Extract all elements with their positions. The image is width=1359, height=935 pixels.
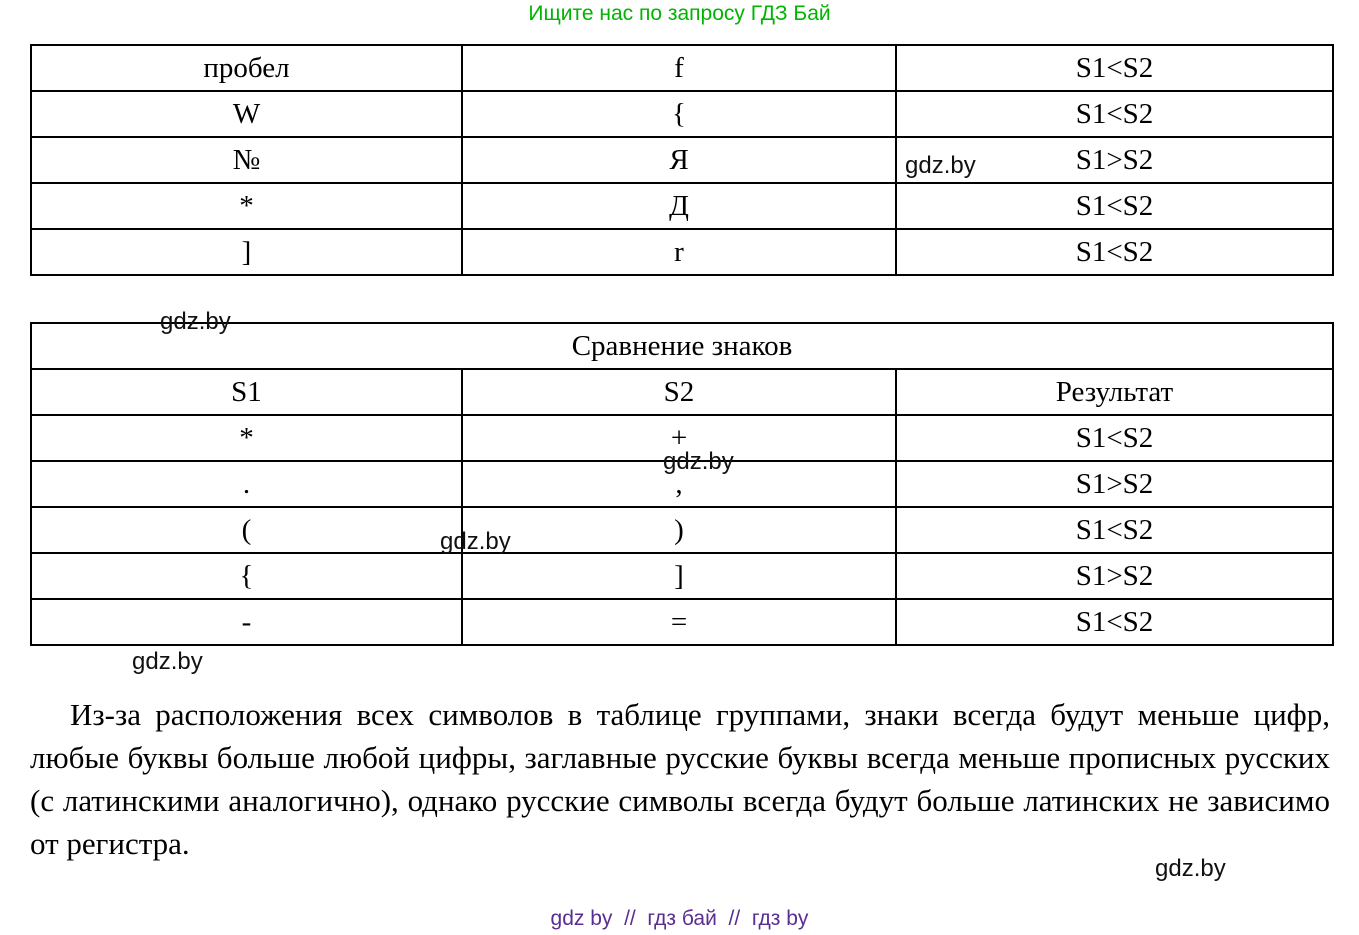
cell-result: S1>S2	[896, 553, 1333, 599]
cell-s1: .	[31, 461, 462, 507]
cell-s1: пробел	[31, 45, 462, 91]
cell-result: S1<S2	[896, 415, 1333, 461]
cell-s2: Я	[462, 137, 896, 183]
cell-result: S1>S2	[896, 137, 1333, 183]
comparison-table-signs	[30, 322, 1334, 646]
cell-s2: Д	[462, 183, 896, 229]
comparison-table-continued	[30, 44, 1334, 276]
cell-s2: {	[462, 91, 896, 137]
cell-result: S1<S2	[896, 507, 1333, 553]
table-row	[31, 183, 1333, 229]
cell-s2: f	[462, 45, 896, 91]
cell-s1: {	[31, 553, 462, 599]
table-row	[31, 553, 1333, 599]
cell-s1: ]	[31, 229, 462, 275]
cell-s2: =	[462, 599, 896, 645]
explanation-paragraph: Из-за расположения всех символов в таблице группами, знаки всегда будут меньше цифр, любые буквы больше любой цифры, заглавные русские буквы всегда меньше прописных русских (с латинскими аналогично), однако русские символы всегда будут больше латинских не зависимо от регистра.	[30, 697, 1330, 861]
header-result: Результат	[896, 369, 1333, 415]
header-s1: S1	[31, 369, 462, 415]
gdz-watermark: gdz.by	[905, 152, 976, 179]
cell-s1: №	[31, 137, 462, 183]
gdz-watermark: gdz.by	[132, 648, 203, 675]
cell-result: S1<S2	[896, 45, 1333, 91]
cell-s2: )	[462, 507, 896, 553]
table-header-row	[31, 369, 1333, 415]
cell-result: S1<S2	[896, 599, 1333, 645]
cell-s2: r	[462, 229, 896, 275]
table-row	[31, 45, 1333, 91]
cell-s1: *	[31, 415, 462, 461]
cell-s2: +	[462, 415, 896, 461]
cell-result: S1>S2	[896, 461, 1333, 507]
cell-result: S1<S2	[896, 183, 1333, 229]
footer-search-terms: gdz by // гдз бай // гдз by	[550, 907, 809, 930]
table-row	[31, 91, 1333, 137]
gdz-watermark: gdz.by	[1155, 855, 1226, 882]
cell-s1: -	[31, 599, 462, 645]
table-row	[31, 507, 1333, 553]
gdz-watermark: gdz.by	[440, 528, 511, 555]
table-row	[31, 229, 1333, 275]
gdz-watermark: gdz.by	[160, 308, 231, 335]
table-row	[31, 599, 1333, 645]
cell-s1: *	[31, 183, 462, 229]
cell-s1: W	[31, 91, 462, 137]
cell-result: S1<S2	[896, 229, 1333, 275]
header-s2: S2	[462, 369, 896, 415]
table-row	[31, 137, 1333, 183]
cell-s2: ,	[462, 461, 896, 507]
cell-s2: ]	[462, 553, 896, 599]
cell-result: S1<S2	[896, 91, 1333, 137]
table-title: Сравнение знаков	[31, 323, 1333, 369]
promo-header: Ищите нас по запросу ГДЗ Бай	[528, 2, 831, 25]
cell-s1: (	[31, 507, 462, 553]
gdz-watermark: gdz.by	[663, 448, 734, 475]
